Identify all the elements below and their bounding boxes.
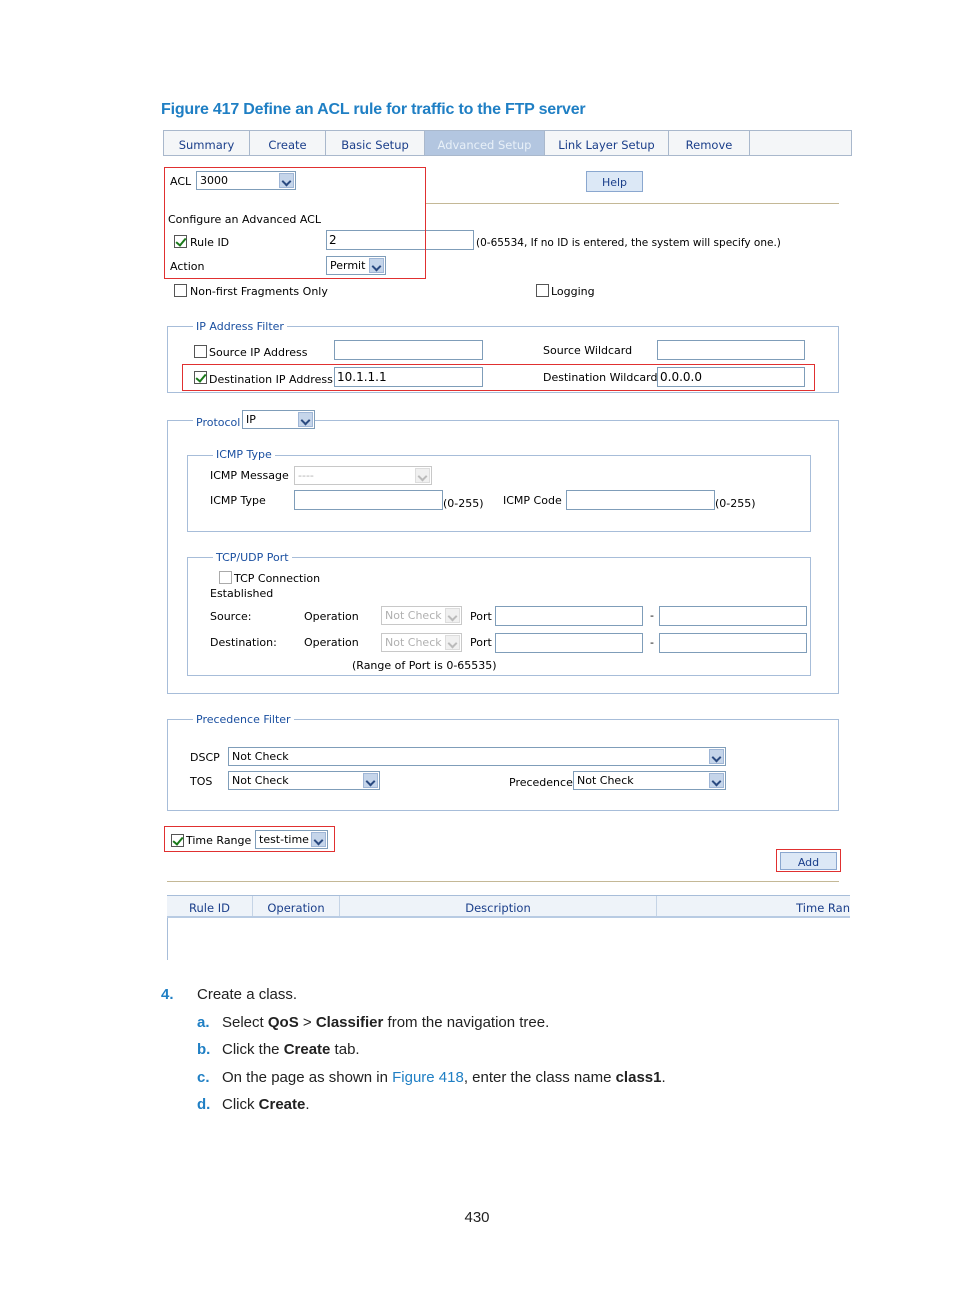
precedence-filter-legend: Precedence Filter — [193, 713, 294, 726]
port-range-note: (Range of Port is 0-65535) — [352, 659, 497, 672]
step-b-create: Create — [283, 1041, 331, 1058]
column-header-time-range[interactable]: Time Ran — [796, 901, 850, 915]
action-label: Action — [170, 260, 205, 273]
tab-remove[interactable]: Remove — [669, 131, 750, 155]
destination-ip-label: Destination IP Address — [209, 373, 333, 386]
time-range-select-value: test-time — [259, 833, 309, 846]
logging-checkbox[interactable] — [536, 284, 549, 297]
tab-advanced-setup[interactable]: Advanced Setup — [425, 131, 545, 155]
non-first-fragments-label: Non-first Fragments Only — [190, 285, 328, 298]
step-4 — [161, 986, 174, 1003]
page-number: 430 — [464, 1209, 490, 1226]
configure-title: Configure an Advanced ACL — [168, 213, 321, 226]
highlight-box-destination — [182, 364, 815, 391]
chevron-down-icon — [709, 749, 724, 764]
destination-port-label: Destination: — [210, 636, 277, 649]
destination-port-end-input[interactable] — [659, 633, 807, 653]
logging-label: Logging — [551, 285, 595, 298]
acl-select-value: 3000 — [200, 174, 228, 187]
source-port-label: Source: — [210, 610, 252, 623]
step-c-post: . — [661, 1069, 666, 1086]
step-a-num: a. — [197, 1014, 210, 1031]
help-button[interactable]: Help — [586, 171, 643, 192]
step-a-classifier: Classifier — [315, 1014, 384, 1031]
action-select-value: Permit — [330, 259, 366, 272]
tcp-connection-label: TCP Connection — [234, 572, 321, 585]
step-c-pre: On the page as shown in — [222, 1069, 393, 1086]
tcp-connection-checkbox[interactable] — [219, 571, 232, 584]
figure-caption: Figure 417 Define an ACL rule for traffic to the FTP server — [161, 101, 586, 118]
chevron-down-icon — [709, 773, 724, 788]
tab-bar — [163, 130, 852, 156]
step-a-post: from the navigation tree. — [383, 1014, 550, 1031]
highlight-box-add — [776, 849, 841, 872]
destination-operation-value: Not Check — [385, 636, 442, 649]
step-c — [222, 1069, 666, 1086]
step-b-post: tab. — [330, 1041, 360, 1058]
chevron-down-icon — [363, 773, 378, 788]
step-b-num: b. — [197, 1041, 211, 1058]
protocol-legend: Protocol — [193, 416, 243, 429]
protocol-select-value: IP — [246, 413, 256, 426]
tos-label: TOS — [190, 775, 213, 788]
step-c-mid: , enter the class name — [463, 1069, 616, 1086]
icmp-code-range: (0-255) — [715, 497, 756, 510]
step-b-number — [197, 1041, 210, 1058]
highlight-box-time-range — [164, 826, 335, 852]
dscp-select-value: Not Check — [232, 750, 289, 763]
source-operation-value: Not Check — [385, 609, 442, 622]
source-wildcard-input[interactable] — [657, 340, 805, 360]
destination-port-dash: - — [650, 636, 654, 649]
protocol-select[interactable] — [242, 410, 315, 429]
source-operation-select[interactable] — [381, 606, 462, 625]
time-range-label: Time Range — [186, 834, 252, 847]
destination-wildcard-label: Destination Wildcard — [543, 371, 658, 384]
step-d-num: d. — [197, 1096, 211, 1113]
source-port-end-input[interactable] — [659, 606, 807, 626]
step-d-number — [197, 1096, 210, 1113]
destination-ip-input[interactable]: 10.1.1.1 — [334, 367, 483, 387]
step-a-qos: QoS — [267, 1014, 299, 1031]
destination-port-start-input[interactable] — [495, 633, 643, 653]
source-ip-input[interactable] — [334, 340, 483, 360]
column-header-description[interactable]: Description — [340, 896, 657, 917]
destination-port-field-label: Port — [470, 636, 492, 649]
source-operation-label: Operation — [304, 610, 359, 623]
dscp-select[interactable] — [228, 747, 726, 766]
table-left-border — [167, 918, 168, 960]
separator-line — [426, 203, 839, 204]
step-4-number: 4. — [161, 986, 174, 1003]
precedence-select[interactable] — [573, 771, 726, 790]
step-c-number — [197, 1069, 210, 1086]
icmp-message-select[interactable] — [294, 466, 432, 485]
step-d-post: . — [305, 1096, 310, 1113]
step-c-class1: class1 — [615, 1069, 662, 1086]
chevron-down-icon — [445, 608, 460, 623]
separator-line-bottom — [167, 881, 839, 882]
tab-summary[interactable]: Summary — [164, 131, 250, 155]
dscp-label: DSCP — [190, 751, 220, 764]
source-ip-checkbox[interactable] — [194, 345, 207, 358]
destination-wildcard-input[interactable]: 0.0.0.0 — [657, 367, 805, 387]
step-a — [222, 1014, 549, 1031]
step-a-pre: Select — [222, 1014, 268, 1031]
icmp-message-value: ---- — [298, 469, 314, 482]
rule-id-label: Rule ID — [190, 236, 230, 249]
tab-basic-setup[interactable]: Basic Setup — [326, 131, 425, 155]
chevron-down-icon — [445, 635, 460, 650]
step-d — [222, 1096, 310, 1113]
tcp-udp-port-legend: TCP/UDP Port — [213, 551, 292, 564]
rule-id-input[interactable]: 2 — [326, 230, 474, 250]
acl-label: ACL — [170, 175, 192, 188]
icmp-type-group — [187, 455, 811, 532]
source-port-dash: - — [650, 609, 654, 622]
established-label: Established — [210, 587, 274, 600]
step-a-number — [197, 1014, 210, 1031]
source-port-start-input[interactable] — [495, 606, 643, 626]
icmp-message-label: ICMP Message — [210, 469, 289, 482]
column-header-rule-id[interactable]: Rule ID — [167, 896, 253, 917]
tos-select-value: Not Check — [232, 774, 289, 787]
step-c-num: c. — [197, 1069, 210, 1086]
tab-create[interactable]: Create — [250, 131, 326, 155]
chevron-down-icon — [415, 468, 430, 483]
rules-table-header — [167, 895, 850, 918]
non-first-fragments-checkbox[interactable] — [174, 284, 187, 297]
tab-link-layer-setup[interactable]: Link Layer Setup — [545, 131, 669, 155]
icmp-type-range: (0-255) — [443, 497, 484, 510]
precedence-select-value: Not Check — [577, 774, 634, 787]
highlight-box-acl — [164, 167, 426, 279]
source-wildcard-label: Source Wildcard — [543, 344, 633, 357]
icmp-code-input[interactable] — [566, 490, 715, 510]
icmp-type-label: ICMP Type — [210, 494, 266, 507]
icmp-type-input[interactable] — [294, 490, 443, 510]
icmp-type-legend: ICMP Type — [213, 448, 275, 461]
step-a-sep: > — [298, 1014, 316, 1031]
destination-operation-label: Operation — [304, 636, 359, 649]
column-header-operation[interactable]: Operation — [253, 896, 340, 917]
step-d-pre: Click — [222, 1096, 259, 1113]
source-ip-label: Source IP Address — [209, 346, 308, 359]
step-d-create: Create — [258, 1096, 306, 1113]
ip-address-filter-legend: IP Address Filter — [193, 320, 287, 333]
step-b-pre: Click the — [222, 1041, 284, 1058]
step-b — [222, 1041, 360, 1058]
precedence-label: Precedence — [509, 776, 573, 789]
add-button[interactable]: Add — [780, 852, 837, 870]
chevron-down-icon — [298, 412, 313, 427]
source-port-field-label: Port — [470, 610, 492, 623]
destination-operation-select[interactable] — [381, 633, 462, 652]
icmp-code-label: ICMP Code — [503, 494, 562, 507]
rule-id-hint: (0-65534, If no ID is entered, the system will specify one.) — [476, 237, 781, 249]
tos-select[interactable] — [228, 771, 380, 790]
step-4-text: Create a class. — [197, 986, 298, 1003]
figure-418-link[interactable]: Figure 418 — [392, 1069, 464, 1086]
